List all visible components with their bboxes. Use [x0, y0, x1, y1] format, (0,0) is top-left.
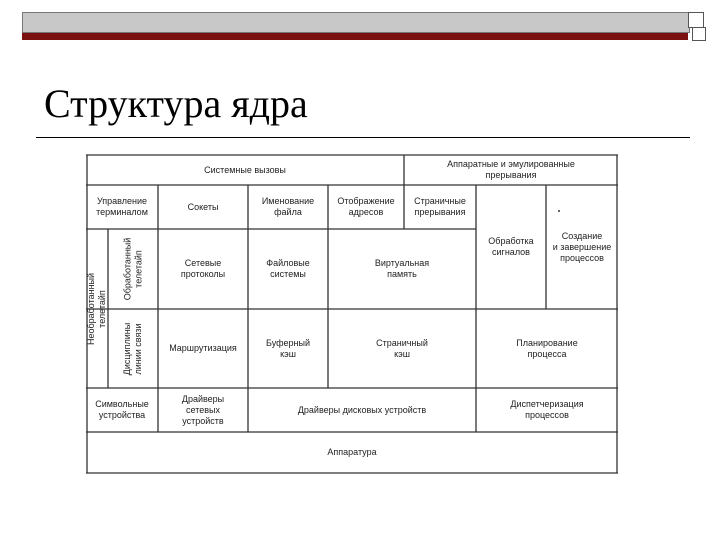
signal-handling-cell: Обработка сигналов — [488, 236, 534, 257]
kernel-structure-diagram — [86, 154, 618, 474]
line-disciplines-label: Дисциплины линии связи — [122, 322, 143, 375]
process-creation-cell: Создание и завершение процессов — [552, 230, 612, 263]
terminal-control-cell: Управление терминалом — [96, 196, 148, 217]
char-devices-cell: Символьные устройства — [95, 399, 149, 420]
cooked-teletype-cell — [108, 229, 158, 309]
cooked-teletype-label: Обработанный телетайп — [122, 237, 143, 301]
title-divider — [36, 137, 690, 138]
disk-drivers-cell: Драйверы дисковых устройств — [297, 404, 427, 415]
hardware-cell: Аппаратура — [327, 447, 377, 457]
network-protocols-cell: Сетевые протоколы — [180, 258, 226, 279]
sockets-cell: Сокеты — [187, 201, 219, 212]
slide-top-bar — [22, 12, 690, 33]
virtual-memory-cell: Виртуальная память — [374, 258, 430, 279]
hw-interrupts-cell: Аппаратные и эмулированные прерывания — [447, 159, 575, 180]
file-systems-cell: Файловые системы — [266, 258, 310, 279]
page-cache-cell: Страничный кэш — [376, 337, 428, 359]
slide-corner-square — [692, 27, 706, 41]
system-calls-cell: Системные вызовы — [204, 164, 286, 175]
page-faults-cell: Страничные прерывания — [414, 196, 466, 217]
line-disciplines-cell — [108, 309, 158, 388]
routing-cell: Маршрутизация — [169, 343, 237, 353]
raw-teletype-cell — [86, 229, 108, 388]
slide-corner-square — [688, 12, 704, 28]
raw-teletype-label: Необработанный телетайп — [86, 272, 108, 345]
file-naming-cell: Именование файла — [261, 196, 315, 217]
address-mapping-cell: Отображение адресов — [337, 196, 395, 217]
process-scheduling-cell: Планирование процесса — [516, 337, 578, 359]
network-drivers-cell: Драйверы сетевых устройств — [181, 393, 225, 426]
process-dispatching-cell: Диспетчеризация процессов — [510, 399, 584, 420]
buffer-cache-cell: Буферный кэш — [266, 337, 310, 359]
slide-accent-bar — [22, 33, 688, 40]
slide-title: Структура ядра — [44, 81, 308, 126]
